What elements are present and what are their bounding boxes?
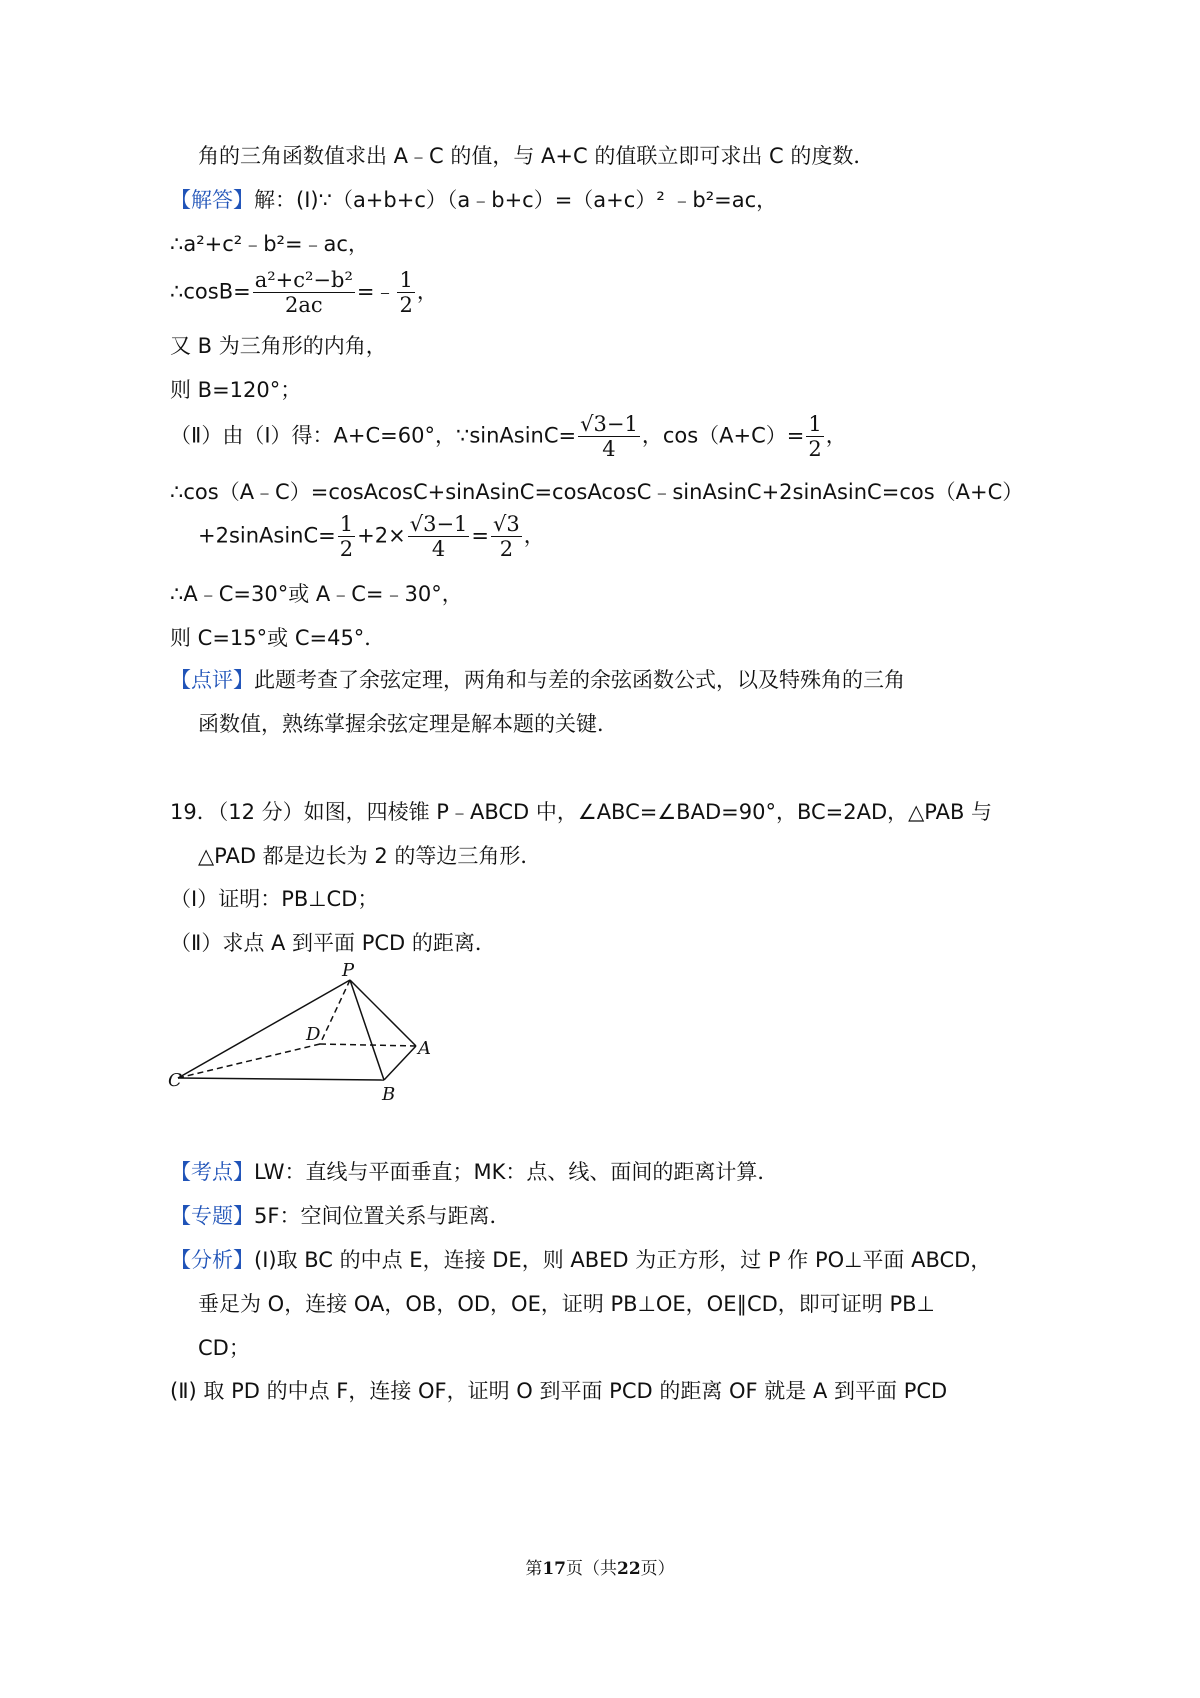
edge-BA: [384, 1046, 416, 1080]
fenxi-text: (Ⅰ)取 BC 的中点 E，连接 DE，则 ABED 为正方形，过 P 作 PO⊥平面 ABCD，: [254, 1248, 992, 1272]
page-footer: [0, 1554, 1200, 1579]
cosB-eq: =﹣: [356, 279, 396, 304]
label-A: A: [418, 1038, 431, 1059]
fenxi-line-3: CD；: [198, 1336, 250, 1360]
edge-PB: [350, 980, 384, 1080]
fraction-cosB: [253, 268, 355, 317]
pyramid-diagram: [168, 960, 452, 1110]
fraction-denominator: 4: [602, 437, 616, 461]
fraction-denominator: 2: [499, 537, 514, 561]
page-total: 22: [617, 1559, 641, 1579]
edge-CB: [178, 1078, 384, 1080]
line-part2: [170, 412, 847, 461]
q19-part1: （Ⅰ）证明：PB⊥CD；: [170, 887, 379, 911]
l9-mid: +2×: [357, 523, 406, 548]
fraction-numerator: 1: [339, 512, 354, 536]
comment-tag: 【点评】: [170, 668, 254, 692]
kaodian-line: [170, 1158, 778, 1186]
edge-PD: [320, 980, 350, 1044]
fraction-numerator: a²+c²−b²: [254, 268, 353, 292]
fraction-numerator: √3−1: [409, 512, 468, 536]
q19-line-2: △PAD 都是边长为 2 的等边三角形．: [198, 844, 542, 868]
answer-line: [170, 186, 777, 214]
answer-text: 解：(Ⅰ)∵（a+b+c）（a﹣b+c）=（a+c）² ﹣b²=ac，: [254, 188, 778, 212]
fraction-root3-half: [491, 512, 522, 561]
part2-mid: ，cos（A+C）=: [641, 423, 805, 448]
cosB-post: ，: [416, 279, 438, 304]
zhuanti-text: 5F：空间位置关系与距离．: [254, 1204, 511, 1228]
answer-tag: 【解答】: [170, 188, 254, 212]
line-13: 函数值，熟练掌握余弦定理是解本题的关键．: [198, 712, 618, 736]
line-11: 则 C=15°或 C=45°．: [170, 626, 386, 650]
label-P: P: [342, 960, 355, 981]
footer-pre: 第: [525, 1559, 543, 1579]
line-1: 角的三角函数值求出 A﹣C 的值，与 A+C 的值联立即可求出 C 的度数．: [198, 144, 875, 168]
fenxi-line-4: (Ⅱ) 取 PD 的中点 F，连接 OF，证明 O 到平面 PCD 的距离 OF 就是 A 到平面 PCD: [170, 1379, 948, 1403]
cosB-pre: ∴cosB=: [170, 279, 251, 304]
fraction-denominator: 2ac: [284, 293, 323, 317]
line-10: ∴A﹣C=30°或 A﹣C=﹣30°，: [170, 582, 463, 606]
fraction-sinAsinC: [408, 512, 470, 561]
fraction-numerator: 1: [808, 412, 822, 436]
line-3: ∴a²+c²﹣b²=﹣ac，: [170, 232, 369, 256]
l9-post: ，: [523, 523, 545, 548]
part2-post: ，: [825, 423, 847, 448]
label-D: D: [306, 1024, 321, 1045]
comment-text: 此题考查了余弦定理，两角和与差的余弦函数公式，以及特殊角的三角: [254, 668, 905, 692]
fenxi-line: [170, 1246, 991, 1274]
fraction-half: [397, 268, 414, 317]
q19-part2: （Ⅱ）求点 A 到平面 PCD 的距离．: [170, 931, 496, 955]
line-6: 则 B=120°；: [170, 378, 302, 402]
line-9: [198, 512, 545, 561]
line-5: 又 B 为三角形的内角，: [170, 334, 387, 358]
comment-line: [170, 666, 905, 694]
fenxi-tag: 【分析】: [170, 1248, 254, 1272]
q19-line-1: 19．（12 分）如图，四棱锥 P﹣ABCD 中，∠ABC=∠BAD=90°，BC=2AD，△PAB 与: [170, 800, 993, 824]
fraction-denominator: 4: [431, 537, 446, 561]
fraction-numerator: √3−1: [580, 412, 638, 436]
fraction-half: [338, 512, 355, 561]
fraction-denominator: 2: [339, 537, 354, 561]
edge-PA: [350, 980, 416, 1046]
part2-pre: （Ⅱ）由（Ⅰ）得：A+C=60°，∵sinAsinC=: [170, 423, 577, 448]
pyramid-figure: [168, 960, 452, 1114]
page-number: 17: [542, 1559, 566, 1579]
fraction-numerator: √3: [493, 512, 520, 536]
kaodian-text: LW：直线与平面垂直；MK：点、线、面间的距离计算．: [254, 1160, 779, 1184]
footer-mid: 页（共: [566, 1559, 617, 1579]
fraction-numerator: 1: [399, 268, 413, 292]
fraction-denominator: 2: [399, 293, 413, 317]
fraction-sinAsinC: [578, 412, 640, 461]
line-8: ∴cos（A﹣C）=cosAcosC+sinAsinC=cosAcosC﹣sinAsinC+2sinAsinC=cos（A+C）: [170, 480, 1024, 504]
label-C: C: [168, 1070, 182, 1091]
fraction-denominator: 2: [808, 437, 822, 461]
edge-DA: [320, 1044, 416, 1046]
kaodian-tag: 【考点】: [170, 1160, 254, 1184]
fenxi-line-2: 垂足为 O，连接 OA，OB，OD，OE，证明 PB⊥OE，OE∥CD，即可证明 PB⊥: [198, 1292, 935, 1316]
fraction-half: [806, 412, 823, 461]
l9-pre: +2sinAsinC=: [198, 523, 336, 548]
label-B: B: [382, 1084, 396, 1105]
footer-post: 页）: [640, 1559, 675, 1579]
line-cosB: [170, 268, 438, 317]
l9-eq: =: [471, 523, 490, 548]
zhuanti-tag: 【专题】: [170, 1204, 254, 1228]
edge-CD: [178, 1044, 320, 1078]
zhuanti-line: [170, 1202, 510, 1230]
edge-PC: [178, 980, 350, 1078]
